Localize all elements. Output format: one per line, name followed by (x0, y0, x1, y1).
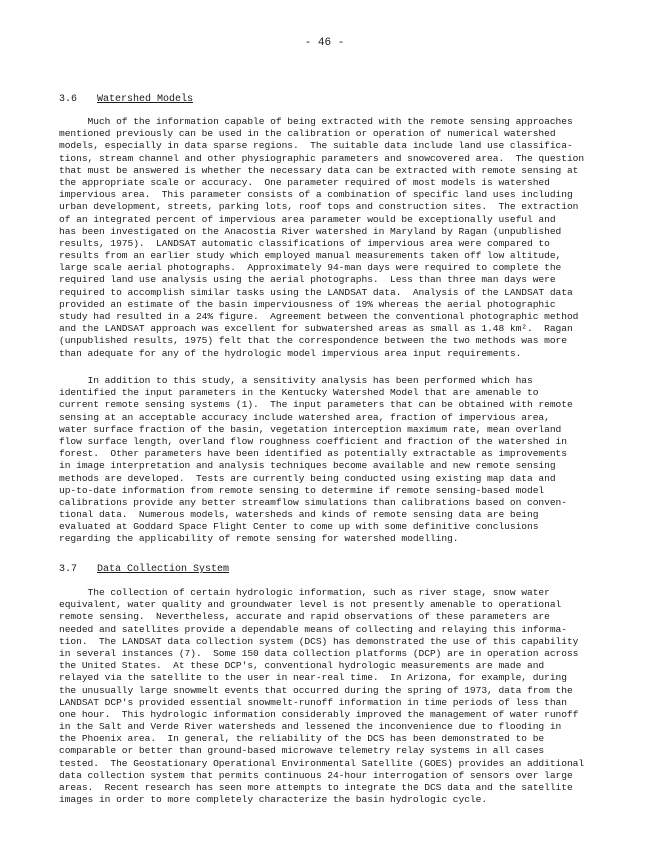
text-line: regarding the applicability of remote sensing for watershed modelling. (59, 533, 459, 545)
text-line: Much of the information capable of being extracted with the remote sensing approaches (59, 116, 573, 127)
paragraph-data-collection-1 (59, 587, 609, 806)
section-heading-data-collection-system (59, 564, 229, 576)
text-line: evaluated at Goddard Space Flight Center to come up with some definitive conclusions (59, 521, 539, 533)
text-line: The collection of certain hydrologic information, such as river stage, snow water (59, 587, 550, 598)
text-line: of an integrated percent of impervious area parameter would be exceptionally useful and (59, 213, 556, 225)
text-line: methods are developed. Tests are currently being conducted using existing map data and (59, 472, 556, 484)
text-line: the United States. At these DCP's, conventional hydrologic measurements are made and (59, 660, 545, 672)
text-line: in the Salt and Verde River watersheds and lessened the inconvenience due to flooding in (59, 721, 562, 733)
text-line: required land use analysis using the aerial photographs. Less than three man days were (59, 274, 556, 286)
text-line: In addition to this study, a sensitivity analysis has been performed which has (59, 375, 533, 386)
text-line: water surface fraction of the basin, vegetation interception maximum rate, mean overland (59, 423, 562, 435)
text-line: sensing at an acceptable accuracy include watershed area, fraction of impervious area, (59, 411, 550, 423)
text-line: forest. Other parameters have been identified as potentially extractable as improvements (59, 448, 567, 460)
text-line: required to accomplish similar tasks using the LANDSAT data. Analysis of the LANDSAT data (59, 286, 573, 298)
text-line: and the LANDSAT approach was excellent for subwatershed areas as small as 1.48 km². Ragan (59, 323, 573, 335)
text-line: tion. The LANDSAT data collection system (DCS) has demonstrated the use of this capability (59, 635, 579, 647)
text-line: current remote sensing systems (1). The input parameters that can be obtained with remote (59, 399, 573, 411)
text-line: needed and satellites provide a dependable means of collecting and relaying this informa- (59, 623, 567, 635)
text-line: (unpublished results, 1975) felt that the correspondence between the two methods was more (59, 335, 567, 347)
text-line: one hour. This hydrologic information considerably improved the management of water runoff (59, 708, 579, 720)
text-line: that must be answered is whether the necessary data can be extracted with remote sensing at (59, 164, 579, 176)
text-line: LANDSAT DCP's provided essential snowmelt-runoff information in time periods of less than (59, 696, 567, 708)
text-line: impervious area. This parameter consists of a combination of specific land uses including (59, 189, 573, 201)
text-line: models, especially in data sparse regions. The suitable data include land use classifica- (59, 140, 573, 152)
text-line: than adequate for any of the hydrologic model impervious area input requirements. (59, 347, 522, 359)
page-number: - 46 - (304, 37, 345, 49)
text-line: provided an estimate of the basin imperviousness of 19% whereas the aerial photographic (59, 298, 556, 310)
paragraph-watershed-1 (59, 116, 609, 360)
text-line: data collection system that permits continuous 24-hour interrogation of sensors over large (59, 769, 573, 781)
text-line: identified the input parameters in the Kentucky Watershed Model that are amenable to (59, 387, 539, 399)
text-line: remote sensing. Nevertheless, accurate and rapid observations of these parameters are (59, 611, 550, 623)
text-line: tional data. Numerous models, watersheds and kinds of remote sensing data are being (59, 509, 539, 521)
text-line: up-to-date information from remote sensing to determine if remote sensing-based model (59, 484, 545, 496)
text-line: flow surface length, overland flow roughness coefficient and fraction of the watershed in (59, 435, 567, 447)
text-line: study had resulted in a 24% figure. Agreement between the conventional photographic method (59, 311, 579, 322)
text-line: the Phoenix area. In general, the reliability of the DCS has been demonstrated to be (59, 733, 545, 745)
text-line: tested. The Geostationary Operational Environmental Satellite (GOES) provides an additional (59, 757, 585, 769)
text-line: mentioned previously can be used in the calibration or operation of numerical watershed (59, 128, 556, 140)
text-line: equivalent, water quality and groundwater level is not presently amenable to operational (59, 599, 562, 611)
text-line: in image interpretation and analysis techniques become available and new remote sensing (59, 460, 556, 472)
text-line: large scale aerial photographs. Approximately 94-man days were required to complete the (59, 262, 562, 274)
section-number: 3.7 (59, 564, 78, 575)
text-line: the unusually large snowmelt events that occurred during the spring of 1973, data from the (59, 684, 573, 696)
section-title: Watershed Models (97, 94, 194, 105)
text-line: urban development, streets, parking lots, roof tops and construction sites. The extraction (59, 201, 579, 213)
text-line: relayed via the satellite to the user in near-real time. In Arizona, for example, during (59, 672, 567, 684)
text-line: images in order to more completely characterize the basin hydrologic cycle. (59, 794, 488, 806)
text-line: the appropriate scale or accuracy. One parameter required of most models is watershed (59, 176, 550, 188)
text-line: results, 1975). LANDSAT automatic classifications of impervious area were compared to (59, 237, 550, 249)
text-line: calibrations provide any better streamflow simulations than calibrations based on conven- (59, 496, 567, 508)
text-line: comparable or better than ground-based microwave telemetry relay systems in all cases (59, 745, 545, 757)
section-heading-watershed-models (59, 94, 193, 106)
text-line: has been investigated on the Anacostia River watershed in Maryland by Ragan (unpublished (59, 225, 562, 237)
section-number: 3.6 (59, 94, 78, 105)
text-line: tions, stream channel and other physiographic parameters and snowcovered area. The question (59, 152, 585, 164)
text-line: in several instances (7). Some 150 data collection platforms (DCP) are in operation across (59, 647, 579, 659)
text-line: results from an earlier study which employed manual measurements taken off low altitude, (59, 250, 562, 262)
section-title: Data Collection System (97, 564, 230, 575)
text-line: areas. Recent research has seen more attempts to integrate the DCS data and the satellite (59, 782, 573, 793)
paragraph-watershed-2 (59, 375, 609, 546)
